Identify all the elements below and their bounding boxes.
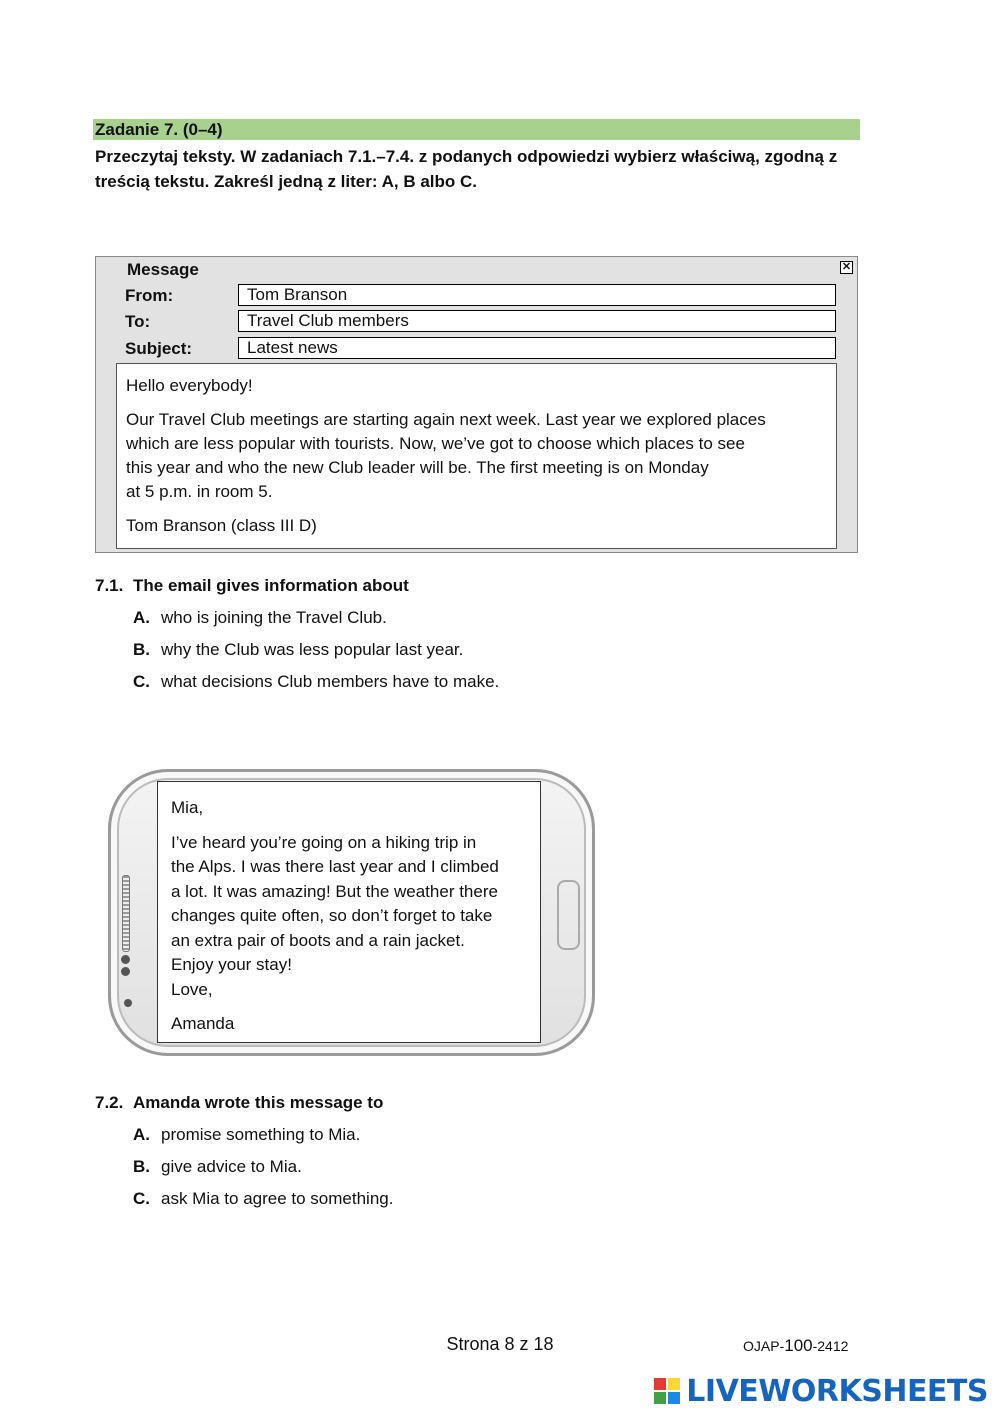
email-line: Our Travel Club meetings are starting again next week. Last year we explored places: [126, 410, 766, 429]
question-7-2: [95, 1091, 875, 1215]
exam-code-suffix: -2412: [812, 1338, 849, 1354]
question-number: 7.1.: [95, 576, 124, 595]
close-icon: ✕: [841, 261, 852, 273]
email-signature: Tom Branson (class III D): [126, 516, 317, 535]
sms-line: a lot. It was amazing! But the weather there: [171, 881, 498, 901]
sms-line: an extra pair of boots and a rain jacket.: [171, 930, 465, 950]
speaker-grille: [122, 875, 130, 952]
to-field: Travel Club members: [238, 310, 836, 332]
liveworksheets-brand[interactable]: [654, 1373, 988, 1409]
option-b[interactable]: [133, 634, 875, 666]
exam-code: [743, 1336, 848, 1356]
question-text: The email gives information about: [133, 576, 409, 595]
option-text: ask Mia to agree to something.: [161, 1189, 394, 1208]
sms-line: the Alps. I was there last year and I climbed: [171, 857, 499, 876]
option-a[interactable]: [133, 1119, 875, 1151]
question-stem: [95, 1091, 875, 1115]
to-label: To:: [125, 312, 151, 331]
logo-square: [654, 1378, 666, 1390]
option-text: what decisions Club members have to make.: [161, 672, 500, 691]
option-letter: B.: [133, 1157, 150, 1176]
exam-code-mid: 100: [784, 1336, 813, 1355]
sms-line: I’ve heard you’re going on a hiking trip in: [171, 832, 477, 852]
option-text: why the Club was less popular last year.: [161, 640, 464, 659]
option-letter: C.: [133, 1189, 150, 1208]
option-letter: A.: [133, 1125, 150, 1144]
sms-line: changes quite often, so don’t forget to take: [171, 906, 493, 925]
logo-square: [668, 1378, 680, 1390]
email-window-title: Message: [127, 260, 199, 279]
task-title: Zadanie 7. (0–4): [93, 119, 860, 140]
option-text: promise something to Mia.: [161, 1125, 361, 1144]
option-a[interactable]: [133, 602, 875, 634]
from-field: Tom Branson: [238, 284, 836, 306]
logo-square: [668, 1392, 680, 1404]
option-c[interactable]: [133, 666, 875, 698]
sensor-dot: [121, 955, 130, 964]
subject-field: Latest news: [238, 337, 836, 359]
sms-line: Love,: [171, 979, 213, 999]
email-window: [95, 256, 858, 553]
option-letter: C.: [133, 672, 150, 691]
email-greeting: Hello everybody!: [126, 376, 253, 395]
email-line: which are less popular with tourists. Now, we’ve got to choose which places to see: [126, 434, 745, 453]
subject-label: Subject:: [125, 339, 193, 358]
sms-line: Enjoy your stay!: [171, 955, 292, 974]
question-7-1: [95, 574, 875, 698]
phone-screen-message: [157, 781, 541, 1043]
email-paragraph: [126, 408, 827, 504]
question-text: Amanda wrote this message to: [133, 1093, 384, 1112]
brand-name: LIVEWORKSHEETS: [686, 1373, 988, 1409]
page-number: Strona 8 z 18: [446, 1334, 554, 1354]
sms-body: [171, 831, 527, 1003]
sms-greeting: Mia,: [171, 798, 204, 817]
logo-square: [654, 1392, 666, 1404]
option-letter: B.: [133, 640, 150, 659]
option-text: who is joining the Travel Club.: [161, 608, 387, 627]
sms-signature: Amanda: [171, 1014, 235, 1033]
home-button-icon: [557, 880, 580, 950]
option-c[interactable]: [133, 1183, 875, 1215]
liveworksheets-logo-icon: [654, 1378, 680, 1404]
email-body: [116, 363, 837, 549]
from-label: From:: [125, 286, 174, 305]
sensor-dot: [121, 967, 130, 976]
question-stem: [95, 574, 875, 598]
email-line: at 5 p.m. in room 5.: [126, 482, 273, 501]
camera-icon: [124, 999, 132, 1007]
task-instructions: Przeczytaj teksty. W zadaniach 7.1.–7.4. z podanych odpowiedzi wybierz właściwą, zgodną z treścią tekstu. Zakreśl jedną z liter: A, B albo C.: [95, 147, 838, 191]
email-line: this year and who the new Club leader will be. The first meeting is on Monday: [126, 458, 709, 477]
option-b[interactable]: [133, 1151, 875, 1183]
option-text: give advice to Mia.: [161, 1157, 302, 1176]
option-letter: A.: [133, 608, 150, 627]
exam-code-prefix: OJAP-: [743, 1338, 785, 1354]
question-number: 7.2.: [95, 1093, 124, 1112]
